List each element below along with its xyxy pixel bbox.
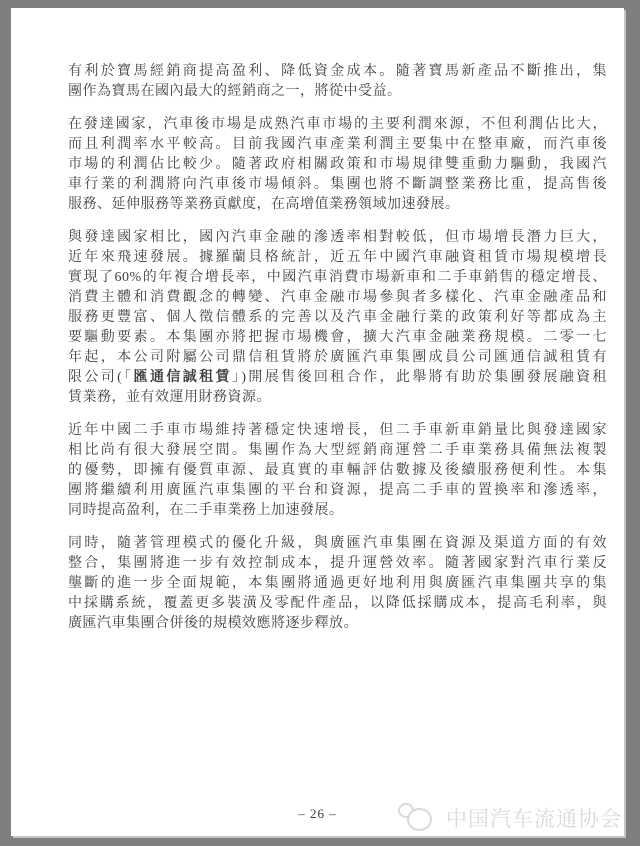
document-body — [68, 62, 607, 634]
paragraph — [68, 62, 607, 102]
text-segment: 廣匯汽車集團合併後的規模效應將逐步釋放。 — [68, 616, 358, 631]
text-segment: 年起，本公司附屬公司鼎信租賃將於廣匯汽車集團成員公司匯通信誠租賃有 — [68, 350, 607, 365]
text-segment: 賃業務，並有效運用財務資源。 — [68, 390, 271, 405]
text-line — [68, 308, 607, 328]
text-segment: 要驅動要素。本集團亦將把握市場機會，擴大汽車金融業務規模。二零一七 — [68, 330, 607, 345]
text-segment: 近年來飛速發展。據羅蘭貝格統計，近五年中國汽車融資租賃市場規模增長 — [68, 250, 607, 265]
text-line — [68, 82, 607, 102]
text-line — [68, 461, 607, 481]
bold-text-segment: 匯通信誠租賃 — [133, 370, 232, 385]
text-line — [68, 228, 607, 248]
text-segment: 市場的利潤佔比較少。隨著政府相關政策和市場規律雙重動力驅動，我國汽 — [68, 157, 607, 172]
text-segment: 整合，集團將進一步有效控制成本，提升運營效率。隨著國家對汽車行業反 — [68, 556, 607, 571]
paragraph — [68, 421, 607, 521]
text-line — [68, 534, 607, 554]
text-segment: 相比尚有很大發展空間。集團作為大型經銷商運營二手車業務具備無法複製 — [68, 443, 607, 458]
text-segment: 近年中國二手車市場維持著穩定快速增長，但二手車新車銷量比與發達國家 — [68, 423, 607, 438]
text-segment: 而且利潤率水平較高。目前我國汽車產業利潤主要集中在整車廠，而汽車後 — [68, 137, 607, 152]
text-line — [68, 481, 607, 501]
text-segment: 與發達國家相比，國內汽車金融的滲透率相對較低，但市場增長潛力巨大， — [68, 230, 607, 245]
text-line — [68, 115, 607, 135]
text-segment: 有利於寶馬經銷商提高盈利、降低資金成本。隨著寶馬新產品不斷推出，集 — [68, 64, 607, 79]
text-line — [68, 614, 607, 634]
text-segment: 壟斷的進一步全面規範，本集團將通過更好地利用與廣匯汽車集團共享的集 — [68, 576, 607, 591]
paragraph — [68, 115, 607, 215]
text-line — [68, 388, 607, 408]
text-segment: 團將繼續利用廣匯汽車集團的平台和資源，提高二手車的置換率和滲透率， — [68, 483, 607, 498]
logo-big-circle — [407, 808, 432, 831]
text-line — [68, 328, 607, 348]
text-segment: 服務更豐富、個人徵信體系的完善以及汽車金融行業的政策利好等都成為主 — [68, 310, 607, 325]
document-page — [11, 8, 624, 836]
text-line — [68, 195, 607, 215]
text-line — [68, 135, 607, 155]
text-line — [68, 574, 607, 594]
paragraph — [68, 228, 607, 408]
text-line — [68, 175, 607, 195]
text-segment: 在發達國家，汽車後市場是成熟汽車市場的主要利潤來源，不但利潤佔比大， — [68, 117, 607, 132]
association-logo-icon — [398, 803, 438, 833]
text-line — [68, 368, 607, 388]
text-line — [68, 348, 607, 368]
text-line — [68, 441, 607, 461]
text-segment: 的優勢，即擁有優質車源、最真實的車輛評估數據及後續服務便利性。本集 — [68, 463, 607, 478]
text-segment: 中採購系統，覆蓋更多裝潢及零配件產品，以降低採購成本，提高毛利率，與 — [68, 596, 607, 611]
text-segment: 」)開展售後回租合作，此舉將有助於集團發展融資租 — [231, 370, 607, 385]
text-line — [68, 594, 607, 614]
text-segment: 團作為寶馬在國內最大的經銷商之一，將從中受益。 — [68, 84, 402, 99]
text-line — [68, 501, 607, 521]
watermark — [398, 802, 622, 834]
text-segment: 服務、延伸服務等業務貢獻度，在高增值業務領域加速發展。 — [68, 197, 460, 212]
text-segment: 消費主體和消費觀念的轉變、汽車金融市場參與者多樣化、汽車金融產品和 — [68, 290, 607, 305]
text-segment: 實現了60%的年複合增長率，中國汽車消費市場新車和二手車銷售的穩定增長、 — [68, 270, 607, 285]
text-line — [68, 554, 607, 574]
text-segment: 同時提高盈利，在二手車業務上加速發展。 — [68, 503, 344, 518]
paragraph — [68, 534, 607, 634]
text-segment: 同時，隨著管理模式的優化升級，與廣匯汽車集團在資源及渠道方面的有效 — [68, 536, 607, 551]
text-line — [68, 288, 607, 308]
watermark-label: 中国汽车流通协会 — [446, 808, 622, 831]
text-segment: 限公司(「 — [68, 370, 134, 385]
text-segment: 車行業的利潤將向汽車後市場傾斜。集團也將不斷調整業務比重，提高售後 — [68, 177, 607, 192]
text-line — [68, 268, 607, 288]
text-line — [68, 421, 607, 441]
page-number: – 26 – — [298, 806, 337, 821]
text-line — [68, 248, 607, 268]
text-line — [68, 62, 607, 82]
text-line — [68, 155, 607, 175]
